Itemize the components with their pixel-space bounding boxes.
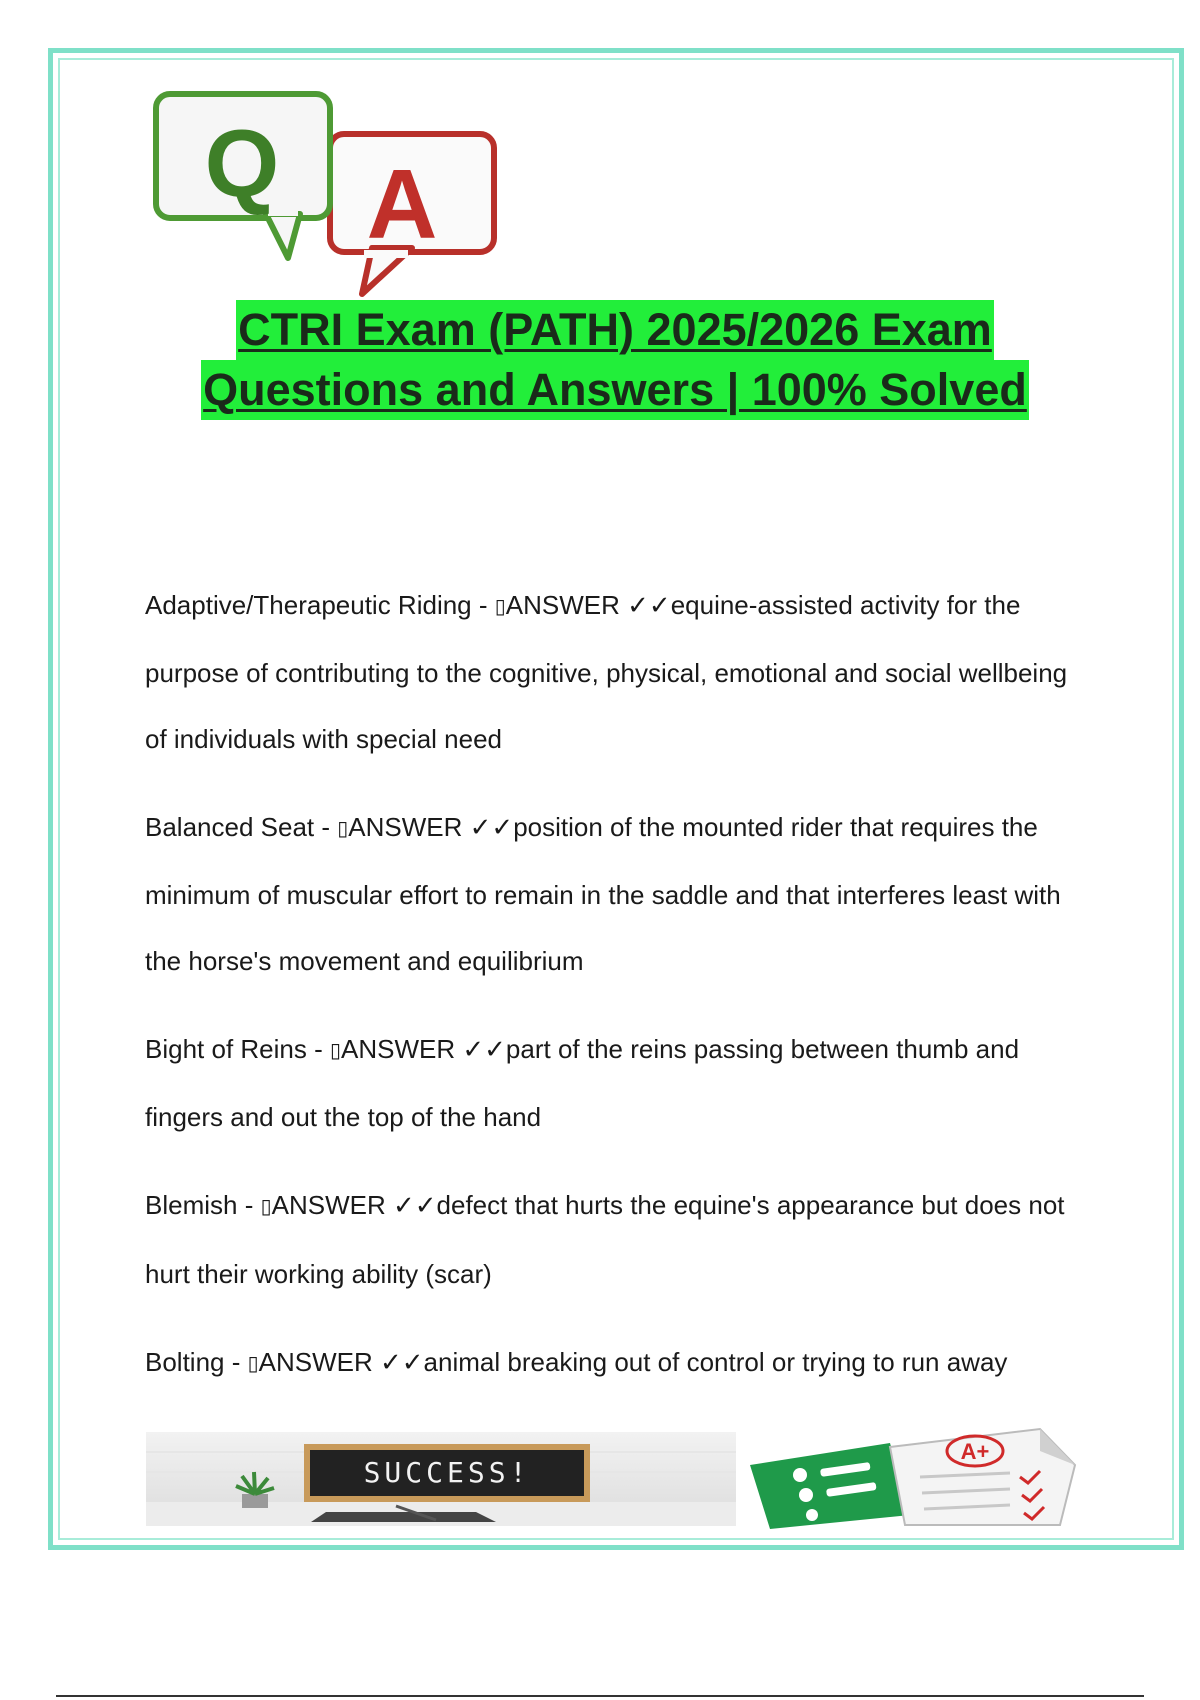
- document-title: [150, 300, 1080, 420]
- unknown-glyph-icon: ▯: [329, 1040, 341, 1063]
- entry-term: Blemish: [145, 1190, 238, 1221]
- entry-term: Balanced Seat: [145, 812, 315, 843]
- qa-entry: Blemish - ▯ANSWER ✓✓defect that hurts the equine's appearance but does not hurt their working ability (scar): [145, 1190, 1065, 1289]
- entry-term: Bight of Reins: [145, 1034, 307, 1065]
- entry-definition: position of the mounted rider that requires the minimum of muscular effort to remain in the saddle and that interferes least with the horse's movement and equilibrium: [145, 812, 1061, 977]
- unknown-glyph-icon: ▯: [260, 1196, 272, 1219]
- qa-entry: Adaptive/Therapeutic Riding - ▯ANSWER ✓✓equine-assisted activity for the purpose of contributing to the cognitive, physical, emotional and social wellbeing of individuals with special need: [145, 590, 1068, 755]
- entry-term: Bolting: [145, 1346, 225, 1377]
- success-text: SUCCESS!: [363, 1456, 531, 1489]
- logo-a-letter: A: [366, 149, 438, 259]
- entry-definition: defect that hurts the equine's appearance but does not hurt their working ability (scar): [145, 1190, 1065, 1289]
- checkmark-icon: ✓✓: [455, 1034, 506, 1065]
- graded-test-image: [740, 1425, 1085, 1530]
- qa-logo-icon: [150, 88, 510, 298]
- success-banner-image: [146, 1432, 736, 1526]
- footer-divider: [56, 1695, 1144, 1697]
- checkmark-icon: ✓✓: [462, 812, 514, 843]
- unknown-glyph-icon: ▯: [337, 818, 349, 841]
- qa-entry: Balanced Seat - ▯ANSWER ✓✓position of the mounted rider that requires the minimum of muscular effort to remain in the saddle and that interferes least with the horse's movement and equilibrium: [145, 812, 1061, 977]
- entry-definition: part of the reins passing between thumb and fingers and out the top of the hand: [145, 1034, 1020, 1133]
- qa-entry: Bolting - ▯ANSWER ✓✓animal breaking out of control or trying to run away: [145, 1346, 1008, 1377]
- answer-label: ANSWER: [258, 1346, 373, 1377]
- checkmark-icon: ✓✓: [385, 1190, 437, 1221]
- grade-text: A+: [960, 1439, 990, 1464]
- checkmark-icon: ✓✓: [619, 590, 671, 620]
- unknown-glyph-icon: ▯: [247, 1352, 259, 1375]
- answer-label: ANSWER: [271, 1190, 386, 1221]
- checkmark-icon: ✓✓: [372, 1346, 424, 1377]
- answer-label: ANSWER: [341, 1034, 456, 1065]
- entry-term: Adaptive/Therapeutic Riding: [145, 590, 472, 620]
- title-line-1: CTRI Exam (PATH) 2025/2026 Exam: [236, 300, 994, 360]
- qa-entry: Bight of Reins - ▯ANSWER ✓✓part of the reins passing between thumb and fingers and out the top of the hand: [145, 1034, 1020, 1133]
- entry-definition: animal breaking out of control or trying to run away: [423, 1346, 1008, 1377]
- entry-definition: equine-assisted activity for the purpose of contributing to the cognitive, physical, emotional and social wellbeing of individuals with special need: [145, 590, 1068, 755]
- answer-label: ANSWER: [505, 590, 620, 620]
- unknown-glyph-icon: ▯: [494, 596, 506, 619]
- logo-q-letter: Q: [204, 110, 280, 217]
- title-line-2: Questions and Answers | 100% Solved: [201, 360, 1029, 420]
- answer-label: ANSWER: [348, 812, 463, 843]
- qa-list: [145, 572, 1085, 1397]
